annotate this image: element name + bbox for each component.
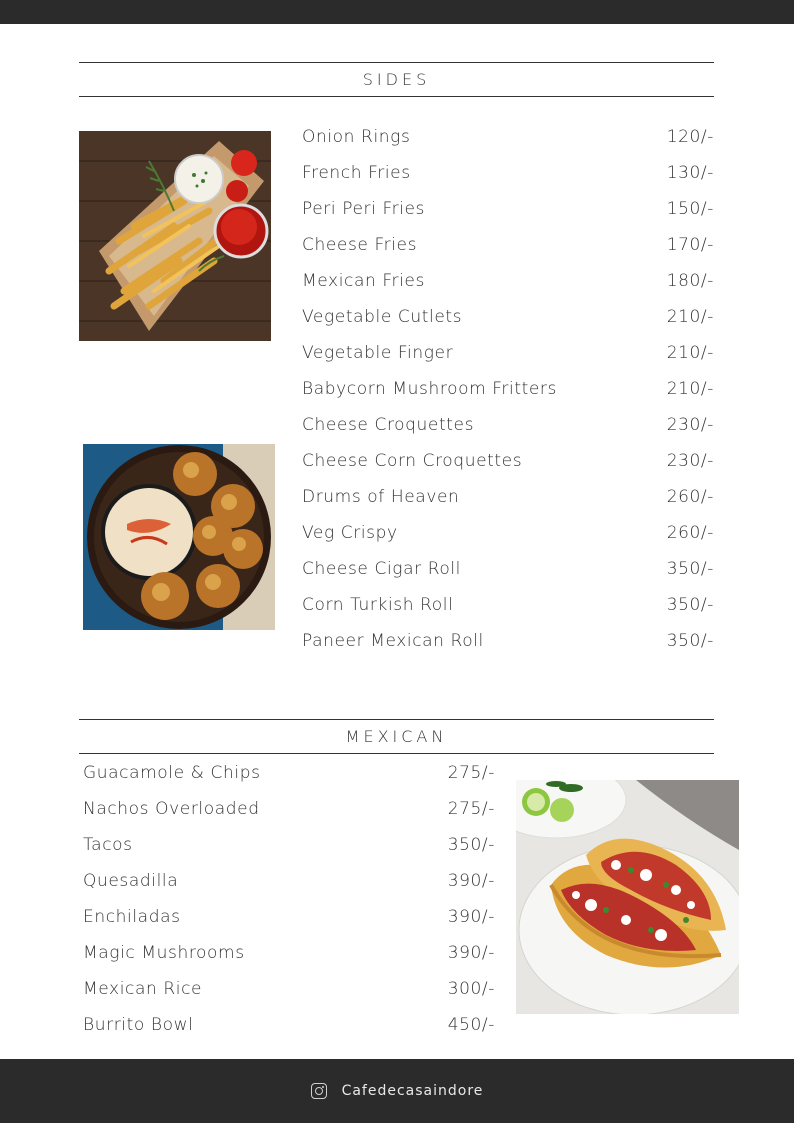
sides-menu-item	[302, 551, 714, 587]
item-name: Cheese Cigar Roll	[302, 559, 461, 579]
mexican-menu-item	[83, 1007, 495, 1043]
item-price: 350/-	[447, 835, 495, 855]
sides-menu-item	[302, 623, 714, 659]
item-price: 350/-	[666, 631, 714, 651]
item-name: Quesadilla	[83, 871, 179, 891]
sides-menu-item	[302, 479, 714, 515]
item-name: Veg Crispy	[302, 523, 398, 543]
item-price: 300/-	[447, 979, 495, 999]
sides-menu-item	[302, 407, 714, 443]
item-name: French Fries	[302, 163, 411, 183]
item-name: Corn Turkish Roll	[302, 595, 454, 615]
item-name: Magic Mushrooms	[83, 943, 245, 963]
item-name: Drums of Heaven	[302, 487, 460, 507]
item-price: 230/-	[666, 451, 714, 471]
item-price: 150/-	[666, 199, 714, 219]
item-price: 390/-	[447, 871, 495, 891]
sides-menu-item	[302, 119, 714, 155]
mexican-menu-item	[83, 899, 495, 935]
item-price: 450/-	[447, 1015, 495, 1035]
fries-photo	[79, 131, 271, 341]
item-price: 275/-	[447, 763, 495, 783]
item-name: Mexican Fries	[302, 271, 425, 291]
item-price: 210/-	[666, 307, 714, 327]
item-name: Mexican Rice	[83, 979, 203, 999]
mexican-menu-item	[83, 935, 495, 971]
item-price: 260/-	[666, 523, 714, 543]
sides-menu-item	[302, 587, 714, 623]
item-name: Enchiladas	[83, 907, 181, 927]
item-name: Peri Peri Fries	[302, 199, 426, 219]
footer	[0, 1059, 794, 1123]
item-price: 230/-	[666, 415, 714, 435]
item-price: 210/-	[666, 379, 714, 399]
item-name: Nachos Overloaded	[83, 799, 260, 819]
item-name: Cheese Croquettes	[302, 415, 475, 435]
item-price: 260/-	[666, 487, 714, 507]
sides-menu-item	[302, 299, 714, 335]
item-price: 390/-	[447, 943, 495, 963]
sides-header: SIDES	[79, 62, 714, 97]
item-price: 390/-	[447, 907, 495, 927]
item-price: 350/-	[666, 559, 714, 579]
instagram-icon[interactable]	[311, 1083, 327, 1099]
item-name: Guacamole & Chips	[83, 763, 261, 783]
mexican-menu-item	[83, 827, 495, 863]
item-name: Burrito Bowl	[83, 1015, 194, 1035]
item-name: Babycorn Mushroom Fritters	[302, 379, 557, 399]
top-bar	[0, 0, 794, 24]
item-name: Paneer Mexican Roll	[302, 631, 484, 651]
mexican-header: MEXICAN	[79, 719, 714, 754]
sides-menu-item	[302, 263, 714, 299]
item-price: 180/-	[666, 271, 714, 291]
item-name: Onion Rings	[302, 127, 411, 147]
sides-menu-item	[302, 191, 714, 227]
item-price: 350/-	[666, 595, 714, 615]
item-name: Vegetable Cutlets	[302, 307, 463, 327]
mexican-menu-item	[83, 755, 495, 791]
instagram-handle[interactable]: Cafedecasaindore	[341, 1083, 484, 1099]
sides-menu-item	[302, 371, 714, 407]
item-price: 275/-	[447, 799, 495, 819]
item-price: 210/-	[666, 343, 714, 363]
item-price: 130/-	[666, 163, 714, 183]
item-price: 170/-	[666, 235, 714, 255]
item-price: 120/-	[666, 127, 714, 147]
item-name: Tacos	[83, 835, 133, 855]
sides-menu-item	[302, 515, 714, 551]
item-name: Vegetable Finger	[302, 343, 454, 363]
sides-menu-item	[302, 155, 714, 191]
sides-menu-item	[302, 227, 714, 263]
mexican-menu-item	[83, 863, 495, 899]
item-name: Cheese Corn Croquettes	[302, 451, 523, 471]
tacos-photo	[516, 780, 739, 1014]
croquettes-photo	[83, 444, 275, 630]
item-name: Cheese Fries	[302, 235, 418, 255]
mexican-menu-item	[83, 791, 495, 827]
sides-menu-item	[302, 443, 714, 479]
sides-menu-item	[302, 335, 714, 371]
mexican-menu-item	[83, 971, 495, 1007]
